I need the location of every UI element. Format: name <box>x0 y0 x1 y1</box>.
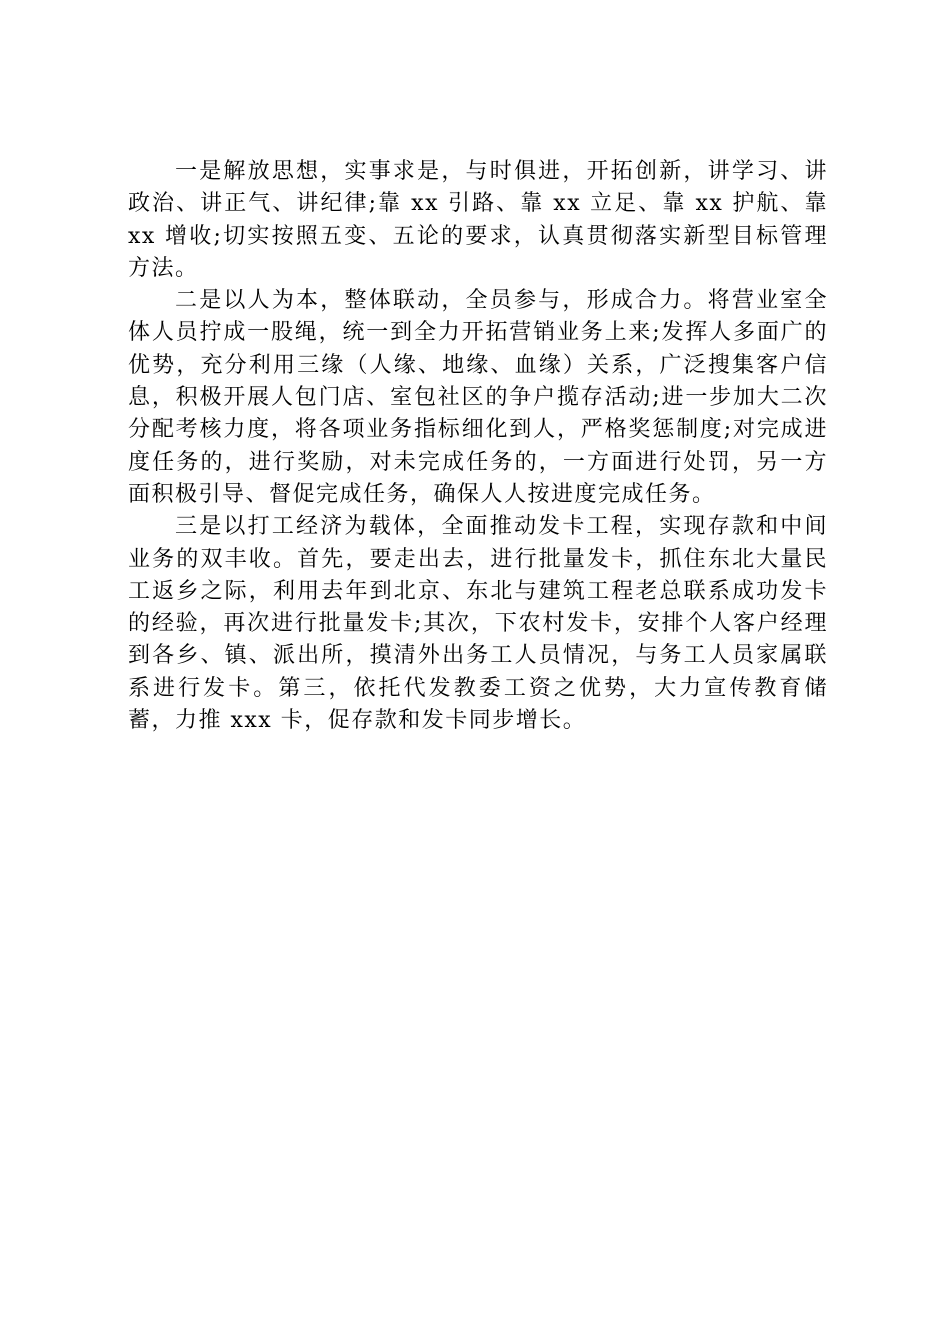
paragraph-1: 一是解放思想，实事求是，与时俱进，开拓创新，讲学习、讲政治、讲正气、讲纪律;靠 xx 引路、靠 xx 立足、靠 xx 护航、靠 xx 增收;切实按照五变、五论的要求，认真贯彻落实新型目标管理方法。 <box>128 159 828 281</box>
paragraph-3: 三是以打工经济为载体，全面推动发卡工程，实现存款和中间业务的双丰收。首先，要走出去，进行批量发卡，抓住东北大量民工返乡之际，利用去年到北京、东北与建筑工程老总联系成功发卡的经验，再次进行批量发卡;其次，下农村发卡，安排个人客户经理到各乡、镇、派出所，摸清外出务工人员情况，与务工人员家属联系进行发卡。第三，依托代发教委工资之优势，大力宣传教育储蓄，力推 xxx 卡，促存款和发卡同步增长。 <box>128 514 828 734</box>
document-body <box>128 156 828 737</box>
paragraph-2: 二是以人为本，整体联动，全员参与，形成合力。将营业室全体人员拧成一股绳，统一到全力开拓营销业务上来;发挥人多面广的优势，充分利用三缘（人缘、地缘、血缘）关系，广泛搜集客户信息，积极开展人包门店、室包社区的争户揽存活动;进一步加大二次分配考核力度，将各项业务指标细化到人，严格奖惩制度;对完成进度任务的，进行奖励，对未完成任务的，一方面进行处罚，另一方面积极引导、督促完成任务，确保人人按进度完成任务。 <box>128 288 828 507</box>
